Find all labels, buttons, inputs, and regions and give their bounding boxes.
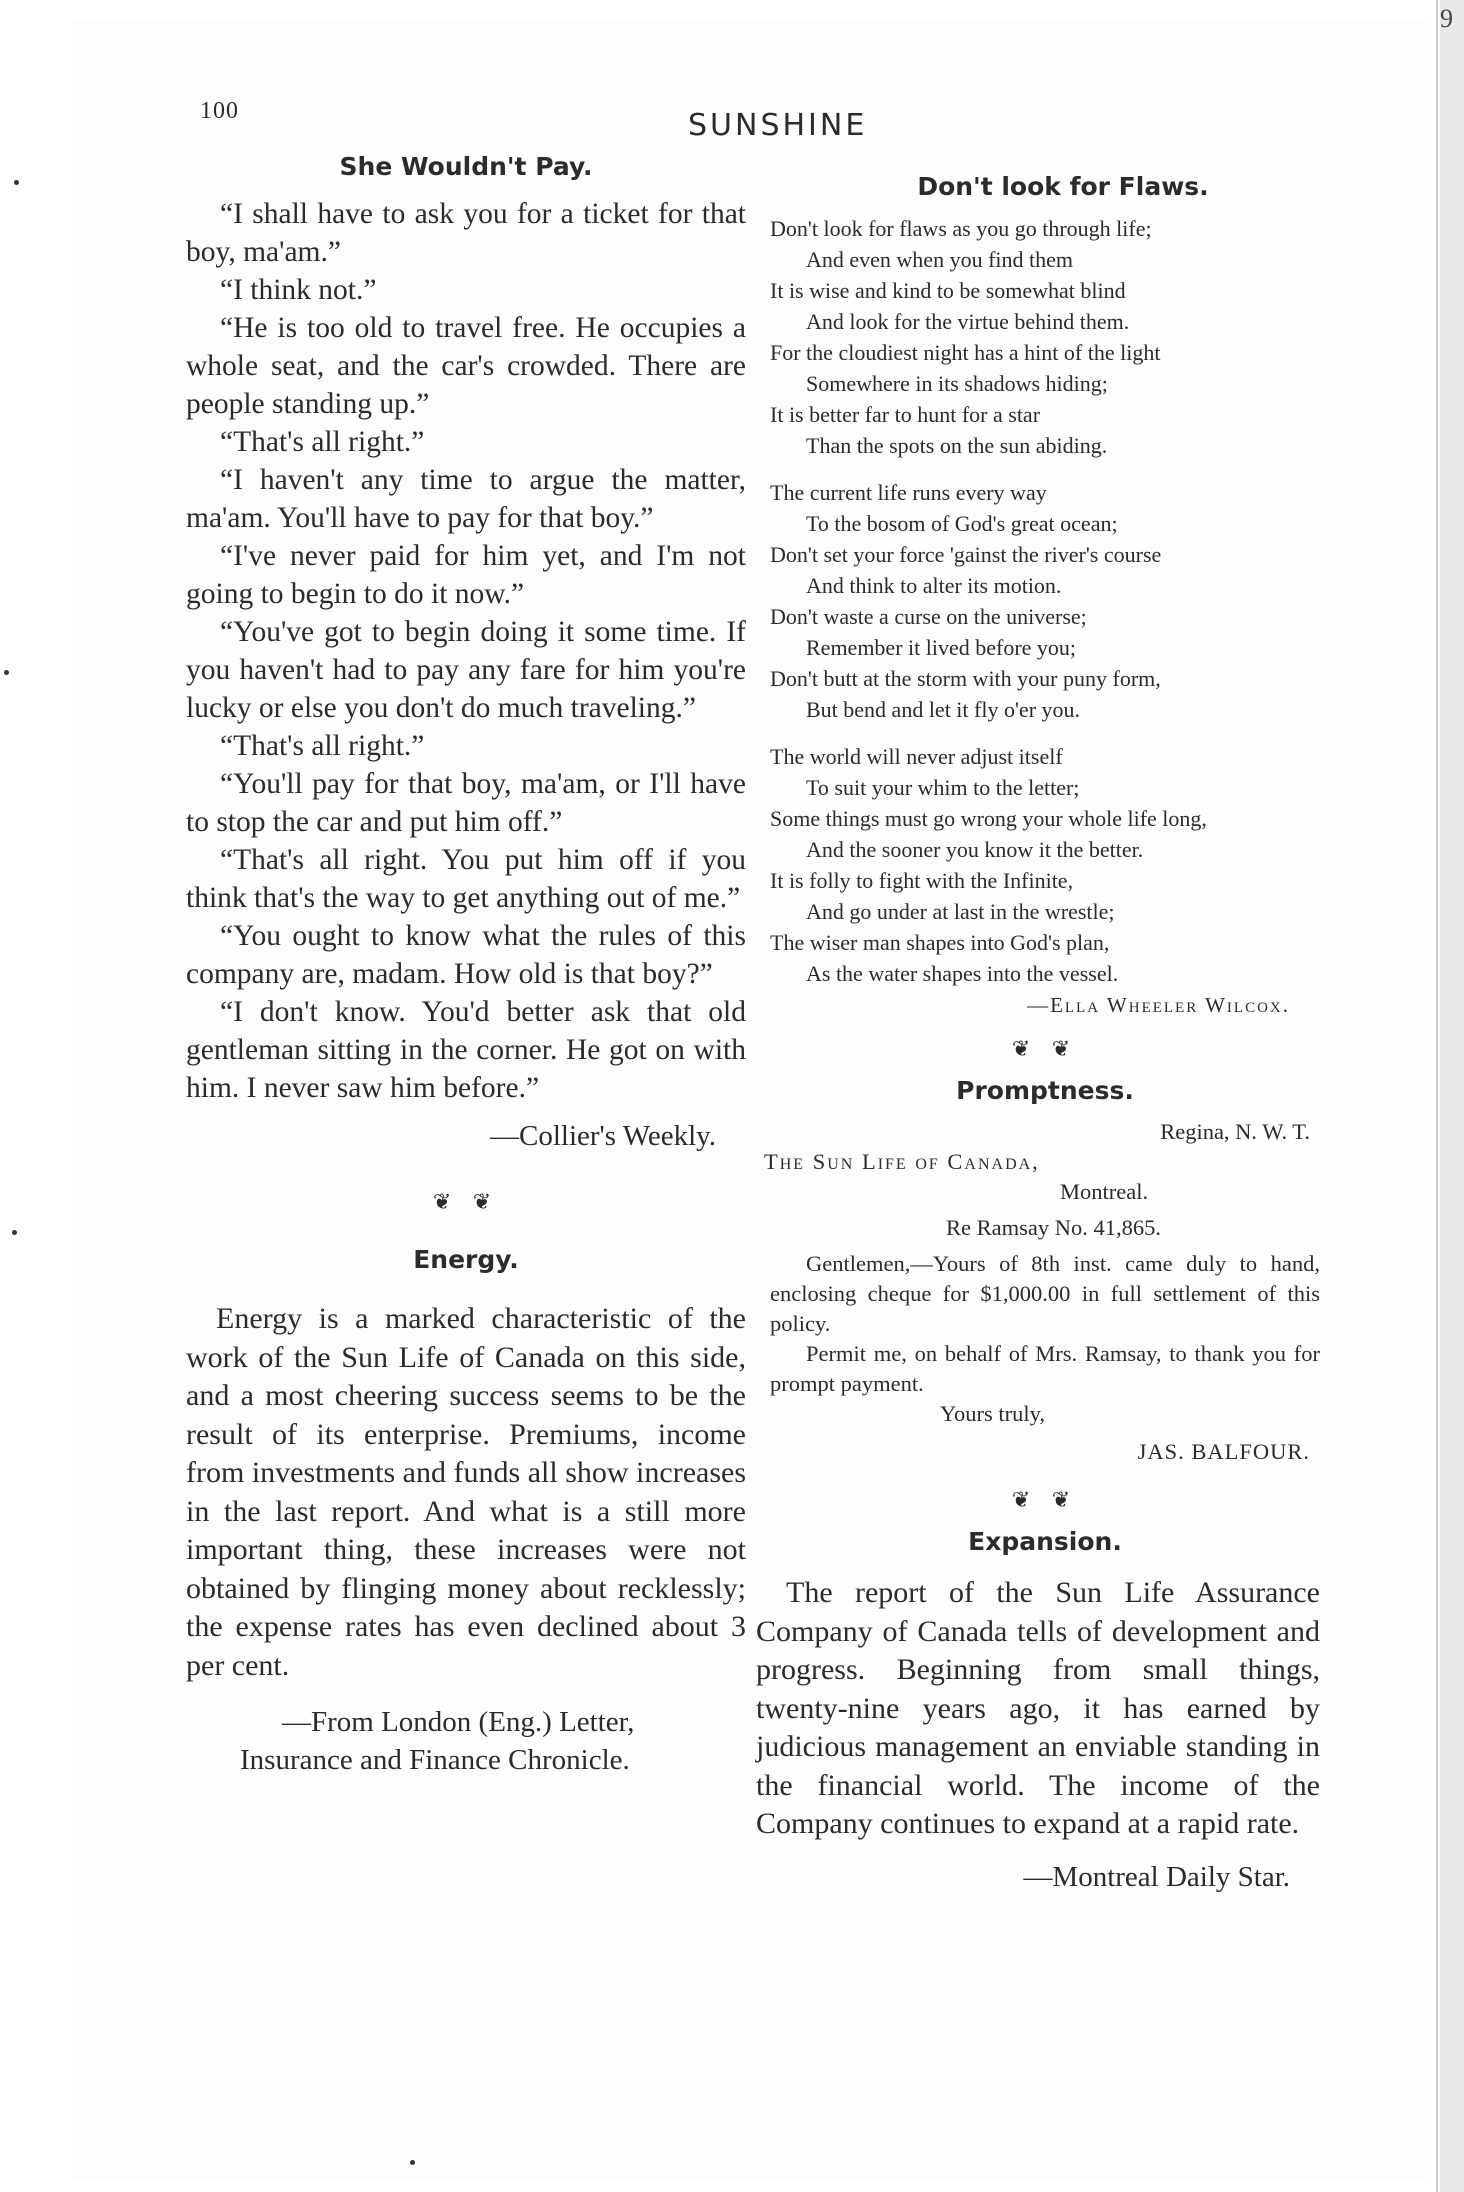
letter-body: Gentlemen,—Yours of 8th inst. came duly to hand, enclosing cheque for $1,000.00 in full settlement of this policy. xyxy=(770,1251,1320,1336)
poem-line: As the water shapes into the vessel. xyxy=(806,961,1119,986)
running-head: SUNSHINE xyxy=(688,108,868,143)
right-column xyxy=(756,172,1320,1896)
letter-addressee: The Sun Life of Canada, xyxy=(764,1149,1040,1174)
story-paragraph: “You'll pay for that boy, ma'am, or I'll have to stop the car and put him off.” xyxy=(186,768,746,838)
poem-line: It is better far to hunt for a star xyxy=(770,402,1041,427)
left-column xyxy=(186,152,746,1779)
letter-city: Montreal. xyxy=(1060,1179,1149,1204)
story-paragraph: “You've got to begin doing it some time. If you haven't had to pay any fare for him you're lucky or else you don't do much traveling.” xyxy=(186,616,746,724)
poem-stanza xyxy=(770,477,1320,725)
story-paragraph: “That's all right. You put him off if you think that's the way to get anything out of me.” xyxy=(186,844,746,914)
expansion-body xyxy=(756,1574,1320,1844)
page-edge xyxy=(1440,0,1464,2192)
page-number: 100 xyxy=(200,98,239,124)
poem-line: And even when you find them xyxy=(806,247,1073,272)
poem-line: Don't set your force 'gainst the river's course xyxy=(770,542,1162,567)
story-paragraph: “You ought to know what the rules of this company are, madam. How old is that boy?” xyxy=(186,920,746,990)
poem-line: And go under at last in the wrestle; xyxy=(806,899,1115,924)
poem-line: The current life runs every way xyxy=(770,480,1047,505)
poem-line: It is wise and kind to be somewhat blind xyxy=(770,278,1126,303)
poem-line: Don't butt at the storm with your puny form, xyxy=(770,666,1161,691)
scan-speck xyxy=(12,1230,17,1235)
poem-stanza xyxy=(770,741,1320,989)
ornament-divider: ❦ ❦ xyxy=(1011,1487,1079,1512)
story-source: —Collier's Weekly. xyxy=(490,1120,716,1152)
letter-reference: Re Ramsay No. 41,865. xyxy=(946,1215,1161,1240)
story-paragraph: “I shall have to ask you for a ticket for that boy, ma'am.” xyxy=(186,198,746,268)
story-title: She Wouldn't Pay. xyxy=(339,152,593,181)
energy-paragraph: Energy is a marked characteristic of the work of the Sun Life of Canada on this side, and a most cheering success seems to be the result of its enterprise. Premiums, income from investments and funds all show increases in the last report. And what is a still more important thing, these increases were not obtained by flinging money about recklessly; the expense rates has even declined about 3 per cent. xyxy=(186,1302,746,1682)
poem-line: Don't look for flaws as you go through life; xyxy=(770,216,1152,241)
energy-title: Energy. xyxy=(413,1245,519,1274)
ornament-divider: ❦ ❦ xyxy=(432,1189,500,1214)
binding-edge-line xyxy=(1436,0,1438,2192)
letter-closing: Yours truly, xyxy=(940,1401,1046,1426)
poem-line: And the sooner you know it the better. xyxy=(806,837,1144,862)
energy-source-line-1: —From London (Eng.) Letter, xyxy=(282,1706,635,1738)
expansion-paragraph: The report of the Sun Life Assurance Company of Canada tells of development and progress. Beginning from small things, twenty-nine years ago, it has earned by judicious management an enviable standing in the financial world. The income of the Company continues to expand at a rapid rate. xyxy=(756,1576,1320,1840)
poem-line: Somewhere in its shadows hiding; xyxy=(806,371,1108,396)
story-paragraph: “I've never paid for him yet, and I'm not going to begin to do it now.” xyxy=(186,540,746,610)
energy-body xyxy=(186,1300,746,1685)
poem-line: To suit your whim to the letter; xyxy=(806,775,1080,800)
poem-line: Some things must go wrong your whole life long, xyxy=(770,806,1207,831)
poem-author: —Ella Wheeler Wilcox. xyxy=(1027,993,1290,1017)
poem-line: To the bosom of God's great ocean; xyxy=(806,511,1118,536)
scan-speck xyxy=(14,180,19,185)
poem-line: And think to alter its motion. xyxy=(806,573,1062,598)
poem-line: The world will never adjust itself xyxy=(770,744,1063,769)
story-paragraph: “That's all right.” xyxy=(220,730,425,762)
letter-signature: JAS. BALFOUR. xyxy=(1137,1439,1310,1464)
story-paragraph: “That's all right.” xyxy=(220,426,425,458)
poem-line: The wiser man shapes into God's plan, xyxy=(770,930,1110,955)
story-paragraph: “I haven't any time to argue the matter, ma'am. You'll have to pay for that boy.” xyxy=(186,464,746,534)
promptness-title: Promptness. xyxy=(956,1076,1134,1105)
poem-stanza xyxy=(770,213,1320,461)
scan-speck xyxy=(4,670,9,675)
energy-source-line-2: Insurance and Finance Chronicle. xyxy=(240,1744,630,1776)
poem-line: But bend and let it fly o'er you. xyxy=(806,697,1081,722)
story-paragraph: “He is too old to travel free. He occupies a whole seat, and the car's crowded. There are people standing up.” xyxy=(186,312,746,420)
letter xyxy=(764,1117,1320,1467)
expansion-source: —Montreal Daily Star. xyxy=(1023,1860,1290,1893)
poem-line: Don't waste a curse on the universe; xyxy=(770,604,1087,629)
story-body xyxy=(186,195,746,1107)
poem-line: For the cloudiest night has a hint of the light xyxy=(770,340,1161,365)
expansion-title: Expansion. xyxy=(968,1527,1122,1556)
story-paragraph: “I don't know. You'd better ask that old gentleman sitting in the corner. He got on with him. I never saw him before.” xyxy=(186,996,746,1104)
poem-line: Than the spots on the sun abiding. xyxy=(806,433,1108,458)
poem-line: Remember it lived before you; xyxy=(806,635,1077,660)
poem-line: And look for the virtue behind them. xyxy=(806,309,1130,334)
letter-body: Permit me, on behalf of Mrs. Ramsay, to thank you for prompt payment. xyxy=(770,1341,1320,1396)
poem-title: Don't look for Flaws. xyxy=(917,172,1209,201)
poem xyxy=(770,213,1320,989)
corner-mark: 9 xyxy=(1440,4,1453,33)
scan-speck xyxy=(410,2160,415,2165)
letter-place: Regina, N. W. T. xyxy=(1160,1119,1310,1144)
poem-line: It is folly to fight with the Infinite, xyxy=(770,868,1074,893)
story-paragraph: “I think not.” xyxy=(220,274,377,306)
ornament-divider: ❦ ❦ xyxy=(1011,1036,1079,1061)
